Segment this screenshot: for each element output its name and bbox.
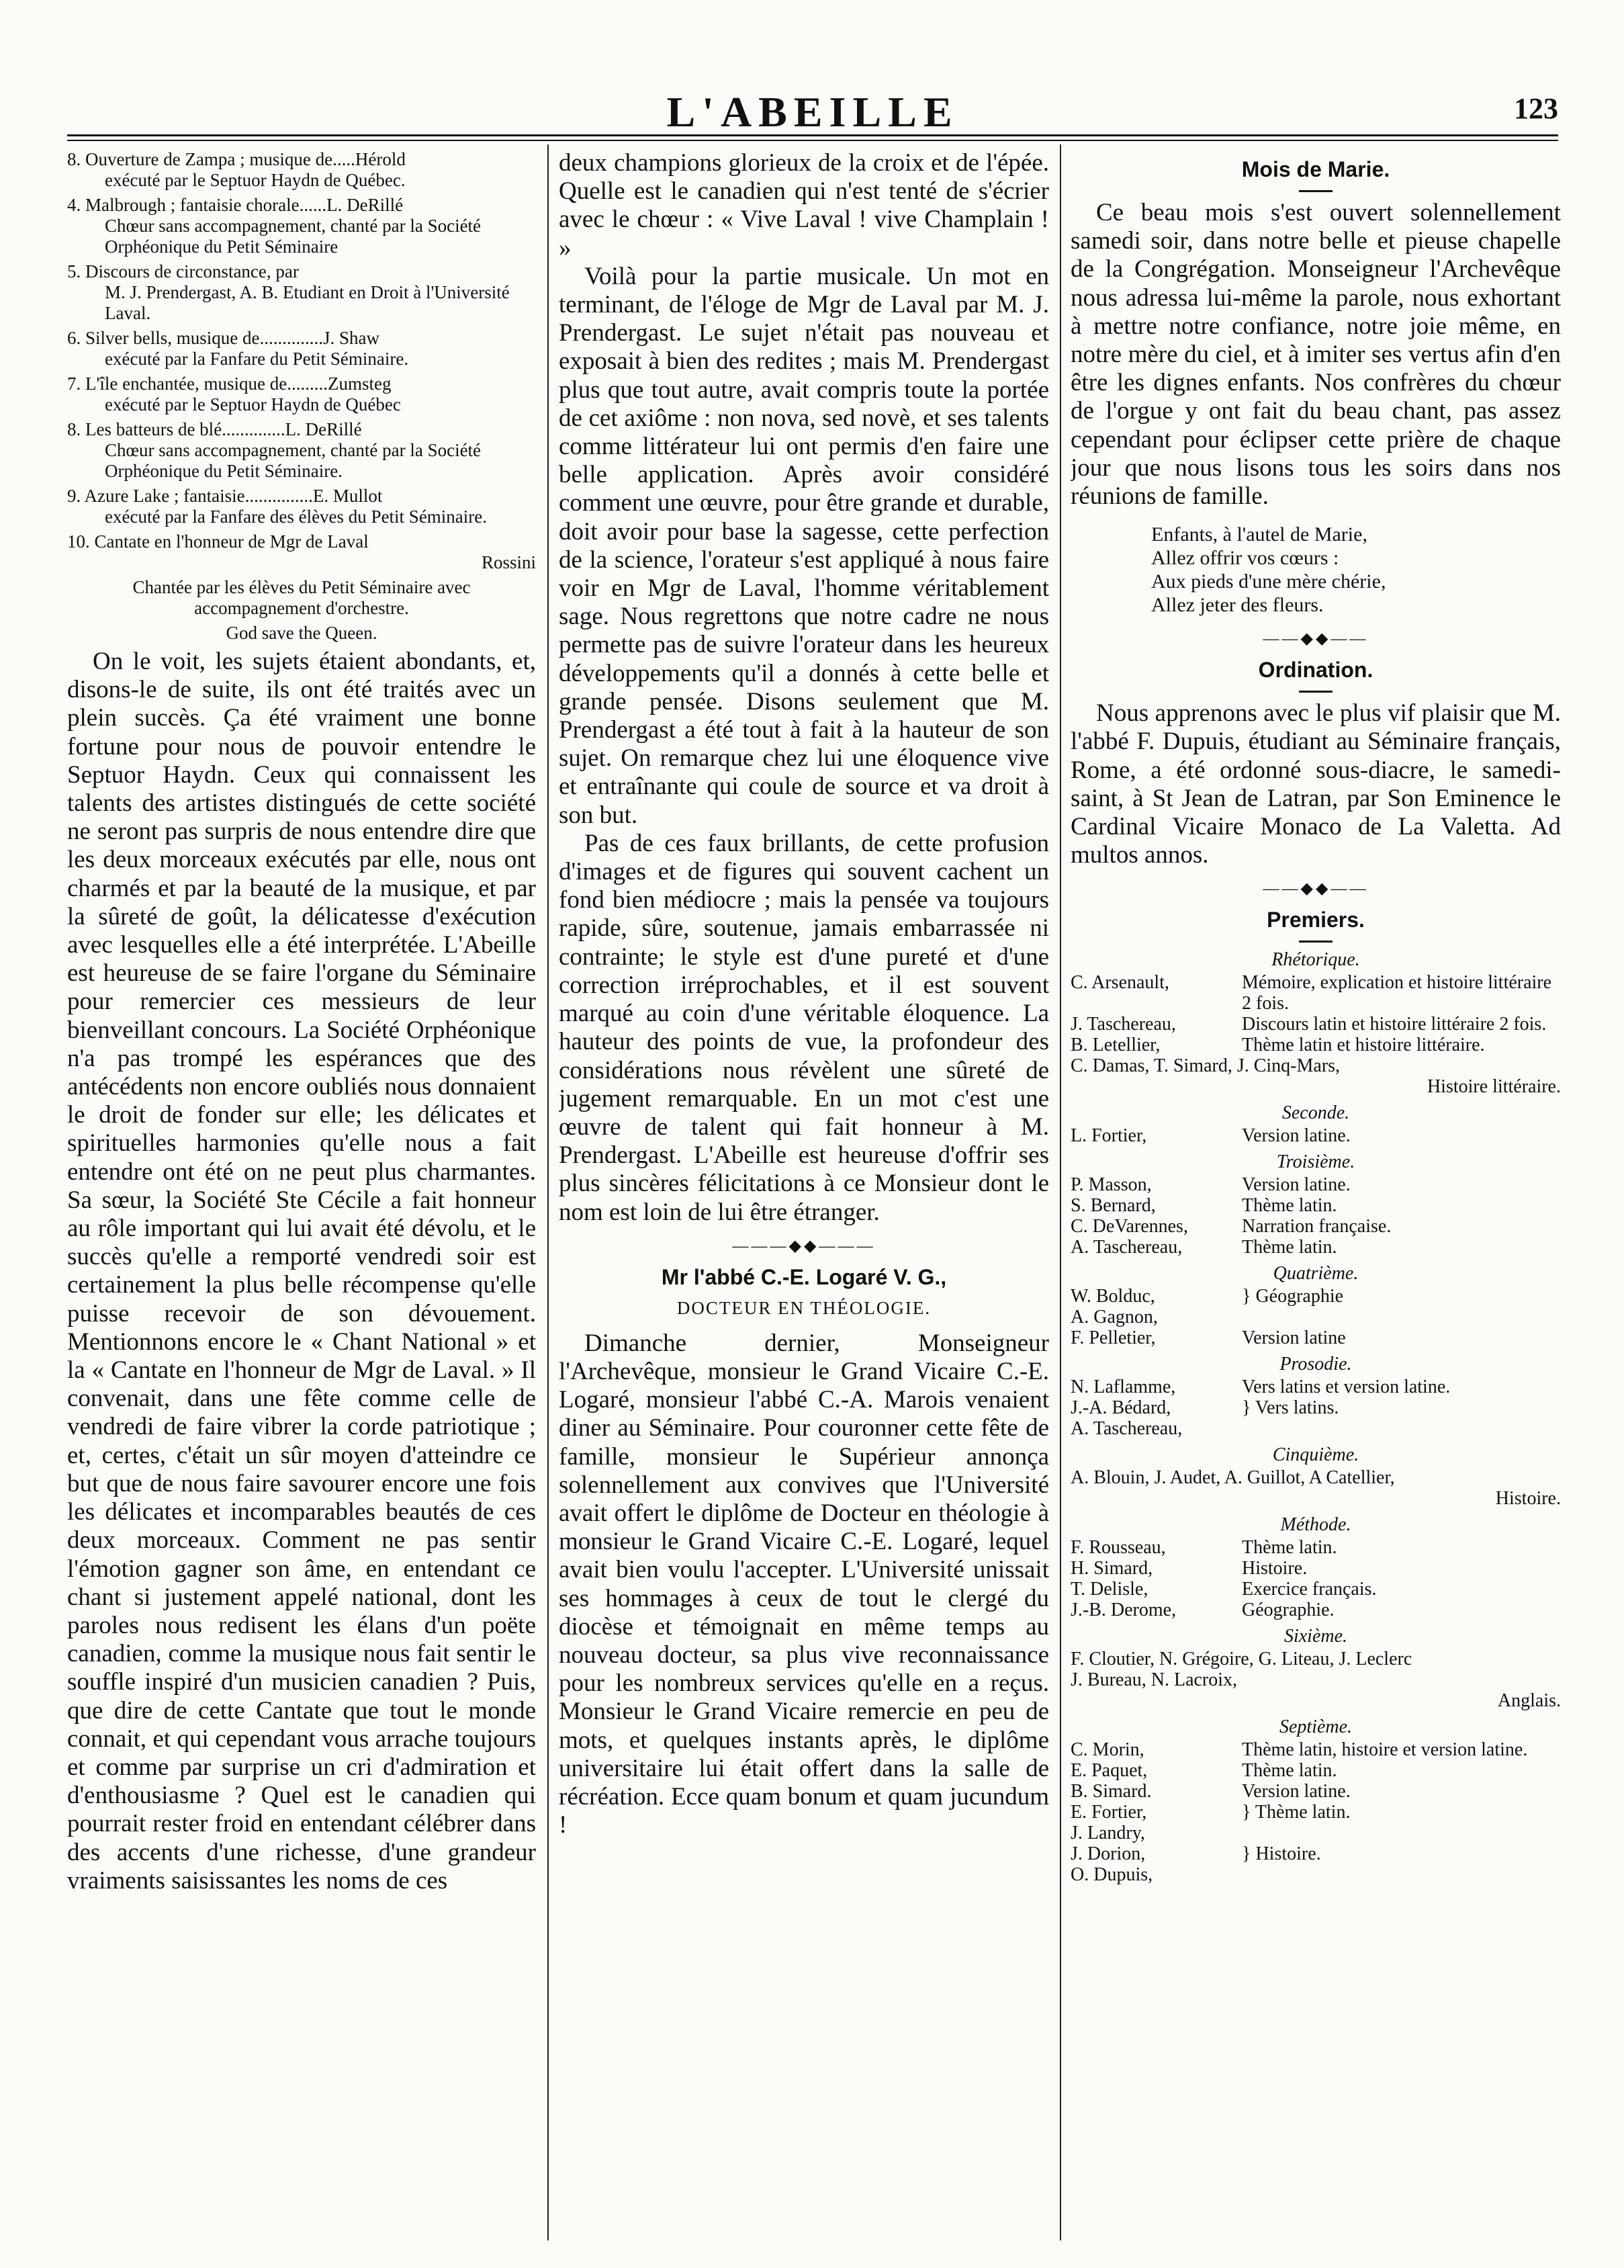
program-item-title: 9. Azure Lake ; fantaisie...............E. Mullot (67, 486, 383, 506)
student-name: O. Dupuis, (1071, 1864, 1153, 1886)
premiers-list (1071, 949, 1561, 1885)
program-item-title: 8. Ouverture de Zampa ; musique de.....Hérold (67, 149, 406, 169)
program-item (67, 419, 536, 482)
paragraph: Pas de ces faux brillants, de cette profusion d'images et de figures qui souvent cachent un fond bien médiocre ; mais la pensée va toujours rapide, sûre, soutenue, jamais embarrassée ni contrainte; le style est d'une pureté et d'une correction irréprochables, et il est souvent marqué au coin d'une véritable éloquence. La hauteur des points de vue, la profondeur des considérations nous révèlent une sûreté de jugement remarquable. En un mot c'est une œuvre de talent qui fait honneur à M. Prendergast. L'Abeille est heureuse d'offrir ses plus sincères félicitations à ce Monsieur dont le nom est loin de lui être étranger. (559, 829, 1049, 1226)
student-group-row (1071, 1467, 1561, 1509)
class-heading: Prosodie. (1279, 1354, 1352, 1375)
student-row (1071, 1307, 1561, 1327)
student-name: H. Simard, (1071, 1558, 1153, 1579)
program-end: God save the Queen. (226, 623, 377, 643)
header-rule-thin (67, 140, 1558, 141)
class-heading: Méthode. (1280, 1514, 1351, 1536)
student-subject: Thème latin. (1242, 1195, 1337, 1217)
program-item-title: 7. L'île enchantée, musique de.........Zumsteg (67, 374, 392, 394)
student-subject: } Vers latins. (1242, 1397, 1339, 1419)
student-subject: Thème latin. (1242, 1237, 1337, 1258)
student-subject: Thème latin, histoire et version latine. (1242, 1739, 1528, 1761)
student-subject: Vers latins et version latine. (1242, 1377, 1451, 1398)
article-concert-review (67, 648, 536, 1895)
student-subject: Thème latin et histoire littéraire. (1242, 1035, 1485, 1056)
column-2 (559, 149, 1049, 2245)
program-item-detail: M. J. Prendergast, A. B. Etudiant en Droit à l'Université Laval. (105, 282, 510, 323)
paragraph: Ce beau mois s'est ouvert solennellement samedi soir, dans notre belle et pieuse chapelle de la Congrégation. Monseigneur l'Archevêque nous adressa lui-même la parole, nous exhortant à mettre notre confiance, notre joie même, en notre mère du ciel, et à imiter ses vertus afin d'en être les dignes enfants. Nos confrères du chœur de l'orgue y ont fait du beau chant, pas assez cependant pour éclipser cette prière de chaque jour que nous lisons tous les soirs dans nos réunions de famille. (1071, 199, 1561, 511)
student-row (1071, 1418, 1561, 1439)
poem-line: Allez jeter des fleurs. (1151, 594, 1324, 617)
student-row (1071, 1739, 1561, 1760)
student-subject: Version latine. (1242, 1125, 1351, 1147)
program-item-detail: exécuté par la Fanfare des élèves du Petit Séminaire. (105, 507, 488, 527)
header-rule (67, 134, 1558, 136)
program-item-detail: exécuté par la Fanfare du Petit Séminaire. (105, 349, 409, 369)
student-name: J. Landry, (1071, 1823, 1145, 1844)
poem-line: Aux pieds d'une mère chérie, (1151, 570, 1386, 593)
program-item-detail: exécuté par le Septuor Haydn de Québec. (105, 170, 406, 190)
student-row (1071, 1237, 1561, 1258)
section-ornament: ——◆◆—— (1263, 880, 1369, 898)
section-heading: Mois de Marie. (1241, 157, 1390, 181)
program-item (67, 195, 536, 257)
program-item (67, 328, 536, 369)
student-row (1071, 1823, 1561, 1843)
student-name: B. Simard. (1071, 1781, 1152, 1802)
concert-program (67, 149, 536, 573)
program-item-title: 5. Discours de circonstance, par (67, 261, 299, 281)
program-item-detail: Chœur sans accompagnement, chanté par la Société Orphéonique du Petit Séminaire. (105, 440, 482, 481)
student-name: J.-A. Bédard, (1071, 1397, 1171, 1419)
section-heading: Ordination. (1258, 658, 1373, 683)
program-tail: Chantée par les élèves du Petit Séminaire avec accompagnement d'orchestre. (132, 577, 471, 618)
student-name: C. Arsenault, (1071, 972, 1169, 994)
column-3 (1071, 149, 1561, 2245)
newspaper-title: L'ABEILLE (666, 88, 959, 136)
student-row (1071, 1377, 1561, 1397)
student-name: N. Laflamme, (1071, 1377, 1176, 1398)
section-ornament: ———◆◆——— (732, 1237, 876, 1255)
student-subject: } Histoire. (1242, 1843, 1321, 1865)
student-name: F. Rousseau, (1071, 1537, 1166, 1559)
student-name: A. Gagnon, (1071, 1307, 1158, 1328)
article-mois-de-marie (1071, 199, 1561, 511)
student-subject: Histoire. (1495, 1488, 1561, 1510)
student-subject (1242, 1864, 1561, 1885)
heading-rule (1299, 691, 1333, 693)
article-logare (559, 1329, 1049, 1840)
student-subject: Narration française. (1242, 1216, 1392, 1237)
student-row (1071, 1286, 1561, 1307)
student-name: A. Taschereau, (1071, 1237, 1183, 1258)
column-1 (67, 149, 536, 2245)
program-item (67, 149, 536, 191)
class-heading: Sixième. (1283, 1626, 1348, 1647)
student-row (1071, 1802, 1561, 1823)
program-item (67, 486, 536, 527)
program-item (67, 261, 536, 324)
paragraph: Voilà pour la partie musicale. Un mot en terminant, de l'éloge de Mgr de Laval par M. J. Prendergast. Le sujet n'était pas nouveau et exposait à bien des redites ; mais M. Prendergast plus que tout autre, avait compris toute la portée de cet axiôme : non nova, sed novè, et ses talents comme littérateur lui ont permis d'en faire une belle application. Après avoir considéré comment une œuvre, pour être grande et durable, doit avoir pour base la sagesse, cette perfection de la science, l'orateur s'est appliqué à nous faire voir en Mgr de Laval, l'homme véritablement sage. Nous regrettons que notre cadre ne nous permette pas de suivre l'orateur dans les heureux développements qu'il a donnés à cette belle et grande pensée. Disons seulement que M. Prendergast a été tout à fait à la hauteur de son sujet. On remarque chez lui une éloquence vive et entraînante qui coule de source et va droit à son but. (559, 262, 1049, 829)
section-heading: Premiers. (1267, 908, 1365, 932)
student-row (1071, 1600, 1561, 1620)
program-item-detail: exécuté par le Septuor Haydn de Québec (105, 394, 401, 415)
student-group-row (1071, 1649, 1561, 1669)
student-name: T. Delisle, (1071, 1579, 1148, 1600)
student-row (1071, 972, 1561, 1014)
program-item (67, 374, 536, 415)
student-name: B. Letellier, (1071, 1035, 1161, 1056)
student-row (1071, 1537, 1561, 1558)
student-group-row (1071, 1669, 1561, 1711)
student-row (1071, 1781, 1561, 1802)
program-item-title: 6. Silver bells, musique de..............J. Shaw (67, 328, 379, 348)
page-number: 123 (1514, 92, 1558, 125)
student-subject: Anglais. (1497, 1690, 1561, 1712)
column-divider (1060, 144, 1061, 2240)
paragraph: Nous apprenons avec le plus vif plaisir que M. l'abbé F. Dupuis, étudiant au Séminaire français, Rome, a été ordonné sous-diacre, le samedi-saint, à St Jean de Latran, par Son Eminence le Cardinal Vicaire Monaco de La Valetta. Ad multos annos. (1071, 699, 1561, 869)
article-concert-review-cont (559, 149, 1049, 1227)
student-name: C. Morin, (1071, 1739, 1144, 1761)
class-heading: Quatrième. (1273, 1263, 1359, 1284)
student-name: J. Dorion, (1071, 1843, 1146, 1865)
student-name: F. Pelletier, (1071, 1327, 1156, 1349)
program-item (67, 531, 536, 573)
student-row (1071, 1327, 1561, 1348)
student-subject: } Géographie (1242, 1286, 1344, 1307)
student-name: E. Paquet, (1071, 1760, 1148, 1782)
student-names: F. Cloutier, N. Grégoire, G. Liteau, J. Leclerc (1071, 1649, 1412, 1670)
student-row (1071, 1558, 1561, 1579)
class-heading: Seconde. (1281, 1102, 1350, 1124)
student-subject: Thème latin. (1242, 1760, 1337, 1782)
student-subject (1242, 1823, 1561, 1843)
paragraph: On le voit, les sujets étaient abondants, et, disons-le de suite, ils ont été traités avec un plein succès. Ça été vraiment une bonne fortune pour nous de pouvoir entendre le Septuor Haydn. Ceux qui connaissent les talents des artistes distingués de cette société ne seront pas surpris de nous entendre dire que les deux morceaux exécutés par elle, nous ont charmés et par la beauté de la musique, et par la sûreté de goût, la délicatesse d'exécution avec lesquelles elle a été interprétée. L'Abeille est heureuse de se faire l'organe du Séminaire pour remercier ces messieurs de leur bienveillant concours. La Société Orphéonique n'a pas trompé les espérances que des antécédents non encore oubliés nous donnaient le droit de fonder sur elle; les délicates et spirituelles harmonies qu'elle nous a fait entendre ont été on ne peut plus charmantes. Sa sœur, la Société Ste Cécile a fait honneur au rôle important qui lui avait été dévolu, et le succès qu'elle a remporté vendredi soir est certainement la plus belle récompense qu'elle puisse recevoir de son dévouement. Mentionnons encore le « Chant National » et la « Cantate en l'honneur de Mgr de Laval. » Il convenait, dans une fête comme celle de vendredi de faire vibrer la corde patriotique ; et, certes, c'était un sûr moyen d'atteindre ce but que de nous faire savourer encore une fois les délicates et incomparables beautés de ces deux morceaux. Comment ne pas sentir l'émotion gagner son âme, en entendant ce chant si justement appelé national, dont les paroles nous redisent les élans d'un poëte canadien, comme la musique nous fait sentir le souffle inspiré d'un musicien canadien ? Puis, que dire de cette Cantate que tout le monde connait, et qui cependant vous arrache toujours et comme par surprise un cri d'admiration et d'enthousiasme ? Quel est le canadien qui pourrait rester froid en entendant célébrer dans des accents d'une richesse, d'une grandeur vraiments saisissantes les noms de ces (67, 648, 536, 1894)
student-subject: } Thème latin. (1242, 1802, 1351, 1823)
student-row (1071, 1843, 1561, 1864)
program-item-title: 8. Les batteurs de blé..............L. DeRillé (67, 419, 362, 439)
student-subject: Version latine. (1242, 1174, 1351, 1196)
class-heading: Rhétorique. (1271, 949, 1360, 971)
student-subject: Mémoire, explication et histoire littéraire 2 fois. (1242, 972, 1552, 1014)
class-heading: Septième. (1279, 1716, 1353, 1738)
student-row (1071, 1216, 1561, 1237)
student-row (1071, 1397, 1561, 1418)
student-row (1071, 1195, 1561, 1216)
student-name: J.-B. Derome, (1071, 1600, 1177, 1621)
student-name: C. DeVarennes, (1071, 1216, 1188, 1237)
program-item-detail: Chœur sans accompagnement, chanté par la Société Orphéonique du Petit Séminaire (105, 216, 482, 257)
section-subheading: DOCTEUR EN THÉOLOGIE. (676, 1297, 932, 1318)
student-row (1071, 1864, 1561, 1885)
student-name: W. Bolduc, (1071, 1286, 1155, 1307)
student-subject: Discours latin et histoire littéraire 2 fois. (1242, 1014, 1547, 1035)
student-row (1071, 1014, 1561, 1035)
poem-line: Allez offrir vos cœurs : (1151, 547, 1339, 570)
student-name: J. Taschereau, (1071, 1014, 1176, 1035)
student-row (1071, 1760, 1561, 1781)
student-row (1071, 1579, 1561, 1600)
student-subject: Thème latin. (1242, 1537, 1337, 1559)
student-subject: Histoire littéraire. (1427, 1076, 1561, 1098)
student-row (1071, 1174, 1561, 1195)
student-subject: Histoire. (1242, 1558, 1308, 1579)
student-subject: Version latine (1242, 1327, 1346, 1349)
student-subject: Exercice français. (1242, 1579, 1377, 1600)
program-item-detail: Rossini (481, 552, 536, 572)
student-names: A. Blouin, J. Audet, A. Guillot, A Catellier, (1071, 1467, 1395, 1489)
student-group-row (1071, 1055, 1561, 1097)
article-ordination (1071, 699, 1561, 869)
paragraph: Dimanche dernier, Monseigneur l'Archevêque, monsieur le Grand Vicaire C.-E. Logaré, monsieur l'abbé C.-A. Marois venaient diner au Séminaire. Pour couronner cette fête de famille, monsieur le Supérieur annonça solennellement aux convives que l'Université avait offert le diplôme de Docteur en théologie à monsieur le Grand Vicaire C.-E. Logaré, lequel avait bien voulu l'accepter. L'Université unissait ses hommages à ceux de tout le clergé du diocèse et témoignait en même temps au nouveau docteur, sa plus vive reconnaissance pour les nombreux services qu'elle en a reçus. Monsieur le Grand Vicaire remercie en peu de mots, et quelques instants après, le diplôme universitaire lui était offert dans la salle de récréation. Ecce quam bonum et quam jucundum ! (559, 1329, 1049, 1839)
poem (1151, 523, 1561, 617)
paragraph: deux champions glorieux de la croix et de l'épée. Quelle est le canadien qui n'est tenté de s'écrier avec le chœur : « Vive Laval ! vive Champlain ! » (559, 149, 1049, 262)
column-divider (547, 144, 549, 2240)
class-heading: Cinquième. (1272, 1444, 1359, 1466)
student-names: C. Damas, T. Simard, J. Cinq-Mars, (1071, 1055, 1341, 1077)
masthead (67, 87, 1558, 134)
program-item-title: 4. Malbrough ; fantaisie chorale......L. DeRillé (67, 195, 404, 215)
student-row (1071, 1035, 1561, 1055)
student-subject (1242, 1418, 1561, 1439)
section-ornament: ——◆◆—— (1263, 630, 1369, 648)
student-subject (1242, 1307, 1561, 1327)
class-heading: Troisième. (1276, 1151, 1355, 1173)
heading-rule (1299, 190, 1333, 192)
student-subject: Géographie. (1242, 1600, 1335, 1621)
student-row (1071, 1125, 1561, 1146)
student-name: A. Taschereau, (1071, 1418, 1183, 1440)
student-name: E. Fortier, (1071, 1802, 1147, 1823)
program-item-title: 10. Cantate en l'honneur de Mgr de Laval (67, 531, 369, 552)
student-name: P. Masson, (1071, 1174, 1152, 1196)
student-subject: Version latine. (1242, 1781, 1351, 1802)
section-heading: Mr l'abbé C.-E. Logaré V. G., (661, 1264, 947, 1289)
student-name: L. Fortier, (1071, 1125, 1147, 1147)
student-names: J. Bureau, N. Lacroix, (1071, 1669, 1238, 1691)
heading-rule (1299, 941, 1333, 943)
poem-line: Enfants, à l'autel de Marie, (1151, 523, 1367, 546)
student-name: S. Bernard, (1071, 1195, 1156, 1217)
